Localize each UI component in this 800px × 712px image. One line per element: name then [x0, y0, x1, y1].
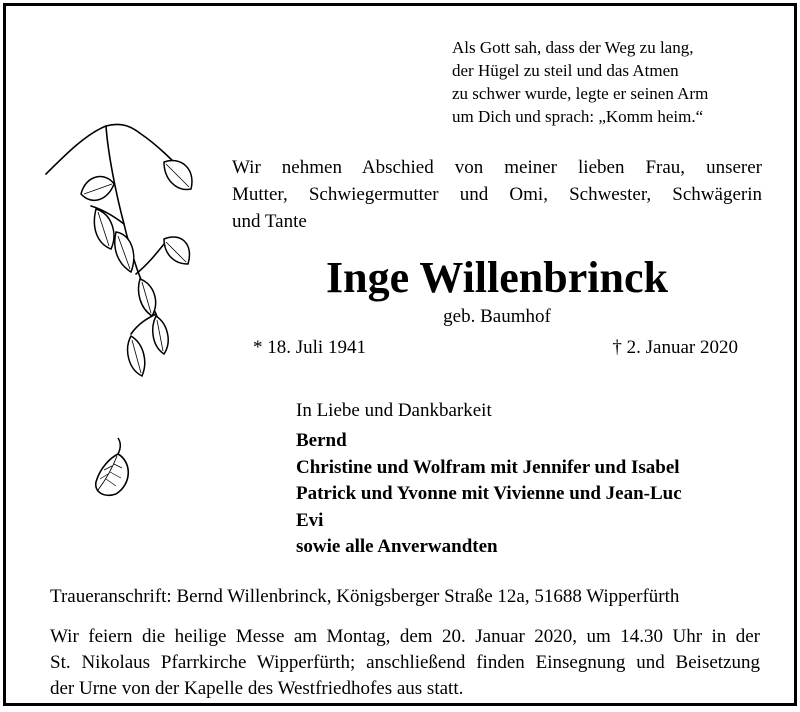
- mourner-name: Bernd: [296, 430, 347, 451]
- service-line: St. Nikolaus Pfarrkirche Wipperfürth; anschließend finden Einsegnung und Beisetzung: [50, 652, 760, 673]
- poem-line: der Hügel zu steil und das Atmen: [452, 61, 679, 80]
- mourner-name: Patrick und Yvonne mit Vivienne und Jean-Luc: [296, 483, 682, 504]
- mourner-name: Evi: [296, 509, 324, 531]
- death-date: † 2. Januar 2020: [612, 337, 738, 358]
- service-line: der Urne von der Kapelle des Westfriedhofes aus statt.: [50, 678, 464, 699]
- deceased-name: Inge Willenbrinck: [326, 253, 668, 302]
- poem-line: um Dich und sprach: „Komm heim.“: [452, 107, 704, 126]
- mourner-name: sowie alle Anverwandten: [296, 536, 498, 557]
- mourners-list: [296, 428, 682, 561]
- leaf-icon: [88, 434, 136, 504]
- poem-line: Als Gott sah, dass der Weg zu lang,: [452, 38, 694, 57]
- service-info: [50, 624, 760, 702]
- poem-line: zu schwer wurde, legte er seinen Arm: [452, 84, 709, 103]
- farewell-text: [232, 154, 762, 235]
- birch-branch-icon: [36, 114, 206, 384]
- farewell-line: Mutter, Schwiegermutter und Omi, Schwester, Schwägerin: [232, 184, 762, 205]
- mourner-name: Christine und Wolfram mit Jennifer und Isabel: [296, 456, 680, 478]
- farewell-line: Wir nehmen Abschied von meiner lieben Frau, unserer: [232, 157, 762, 178]
- mourning-address: Traueranschrift: Bernd Willenbrinck, Königsberger Straße 12a, 51688 Wipperfürth: [50, 586, 680, 607]
- birth-date: * 18. Juli 1941: [253, 337, 366, 358]
- farewell-line: und Tante: [232, 211, 307, 232]
- memorial-poem: [452, 36, 708, 128]
- mourners-intro: In Liebe und Dankbarkeit: [296, 400, 492, 421]
- birth-name: geb. Baumhof: [443, 306, 551, 327]
- service-line: Wir feiern die heilige Messe am Montag, dem 20. Januar 2020, um 14.30 Uhr in der: [50, 626, 760, 647]
- obituary-notice: [3, 3, 797, 706]
